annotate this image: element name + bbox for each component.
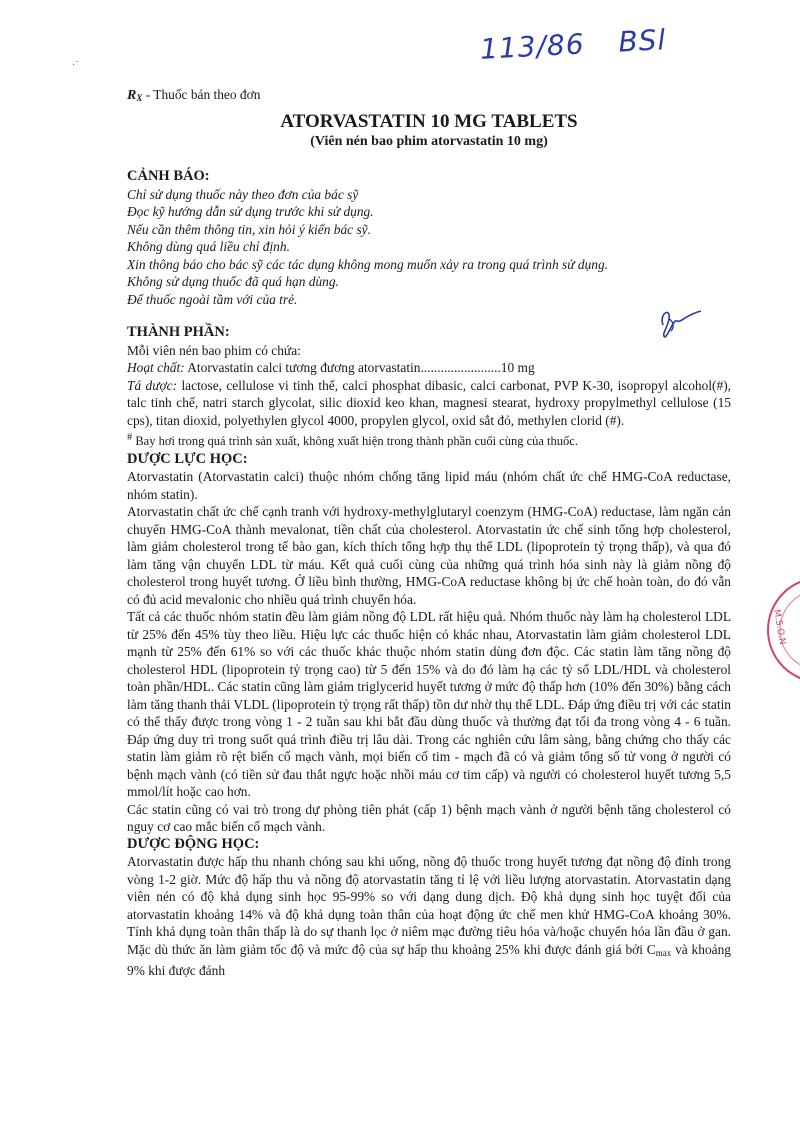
warning-item: Để thuốc ngoài tầm với của trẻ. — [127, 291, 298, 307]
pd-paragraph: Tất cả các thuốc nhóm statin đều làm giảm nồng độ LDL rất hiệu quả. Nhóm thuốc này làm hạ cholesterol LDL từ 25% đến 45% tùy theo liều. Hiệu lực các thuốc hiện có khác nhau, Atorvastatin làm giảm cholesterol LDL mạnh từ 25% đến 61% so với các thuốc khác thuộc nhóm statin dùng đơn độc. Các statin làm tăng nồng độ cholesterol HDL (lipoprotein tỷ trọng cao) từ 5 đến 15% và do đó làm hạ các tỷ số LDL/HDL và cholesterol toàn phần/HDL. Các statin cũng làm giảm triglycerid huyết tương ở mức độ thấp hơn (10% đến 30%) bằng cách làm tăng thanh thải VLDL (lipoprotein tỷ trọng rất thấp) tồn dư nhờ thụ thể LDL. Đáp ứng điều trị với các statin có thể thấy được trong vòng 1 - 2 tuần sau khi bắt đầu dùng thuốc và thường đạt tối đa trong vòng 4 - 6 tuần. Đáp ứng duy trì trong suốt quá trình điều trị lâu dài. Trong các nghiên cứu lâm sàng, bằng chứng cho thấy các statin làm giảm rõ rệt biến cố mạch vành, mọi biến cố tim - mạch đã có và giảm tổng số tử vong ở người có bệnh mạch vành (có tiền sử đau thắt ngực hoặc nhồi máu cơ tim cấp) và người có cholesterol huyết tương 5,5 mmol/lít hoặc cao hơn. — [127, 609, 731, 800]
pharmacokinetics-heading: DƯỢC ĐỘNG HỌC: — [127, 835, 260, 852]
pk-paragraph: Atorvastatin được hấp thu nhanh chóng sau khi uống, nồng độ thuốc trong huyết tương đạt nồng độ đỉnh trong vòng 1-2 giờ. Mức độ hấp thu và nồng độ atorvastatin tăng tỉ lệ với liều lượng atorvastatin. Atorvastatin dạng viên nén có độ khả dụng sinh học 95-99% so với dạng dung dịch. Độ khả dụng sinh học tuyệt đối của atorvastatin khoảng 14% và độ khả dụng toàn thân của hoạt động ức chế men khử HMG-CoA khoảng 30%. Tính khả dụng toàn thân thấp là do sự thanh lọc ở niêm mạc đường tiêu hóa và/hoặc chuyển hóa lần đầu ở gan. Mặc dù thức ăn làm giảm tốc độ và mức độ của sự hấp thu khoảng 25% khi được đánh giá bởi $C_{max}$ và khoảng 9% khi được đánh — [127, 854, 731, 979]
pharmacodynamics-heading: DƯỢC LỰC HỌC: — [127, 450, 248, 467]
cmax-subscript: max — [655, 947, 672, 958]
note-mark: # — [127, 432, 133, 443]
warning-item: Xin thông báo cho bác sỹ các tác dụng không mong muốn xảy ra trong quá trình sử dụng. — [127, 256, 609, 272]
warning-list — [127, 186, 731, 309]
product-subtitle: (Viên nén bao phim atorvastatin 10 mg) — [310, 133, 548, 149]
warning-item: Chỉ sử dụng thuốc này theo đơn của bác sỹ — [127, 186, 359, 202]
excipient-label: Tá dược: — [127, 377, 178, 393]
rx-symbol: $R_X$ — [127, 88, 143, 103]
active-text: Atorvastatin calci tương đương atorvastatin........................10 mg — [184, 360, 535, 375]
active-ingredient — [127, 359, 731, 377]
product-title: ATORVASTATIN 10 MG TABLETS — [280, 110, 578, 132]
composition-intro: Mỗi viên nén bao phim có chứa: — [127, 342, 301, 358]
pd-paragraph: Atorvastatin (Atorvastatin calci) thuộc nhóm chống tăng lipid máu (nhóm chất ức chế HMG-CoA reductase, nhóm statin). — [127, 469, 731, 502]
rx-line — [127, 86, 731, 108]
handwritten-mark: BSl — [617, 23, 668, 59]
handwritten-ref: 113/86 — [479, 27, 586, 66]
warning-item: Không sử dụng thuốc đã quá hạn dùng. — [127, 274, 339, 289]
pd-paragraph: Atorvastatin chất ức chế cạnh tranh với hydroxy-methylglutaryl coenzym (HMG-CoA) reductase, làm ngăn cản chuyển HMG-CoA thành mevalonat, tiền chất của cholesterol. Atorvastatin ức chế sinh tổng hợp cholesterol, làm giảm cholesterol trong tế bào gan, kích thích tổng hợp thụ thể LDL (lipoprotein tỷ trọng thấp), và qua đó làm tăng vận chuyển LDL từ máu. Kết quả cuối cùng của những quá trình hóa sinh này là giảm nồng độ cholesterol trong huyết tương. Ở liều bình thường, HMG-CoA reductase không bị ức chế hoàn toàn, do đó vẫn có đủ acid mevalonic cho nhiều quá trình chuyển hóa. — [127, 504, 731, 607]
warning-item: Không dùng quá liều chỉ định. — [127, 239, 290, 254]
warning-item: Nếu cần thêm thông tin, xin hỏi ý kiến bác sỹ. — [127, 221, 371, 237]
evaporation-note — [127, 429, 731, 451]
red-stamp-partial — [762, 570, 800, 690]
warning-item: Đọc kỹ hướng dẫn sử dụng trước khi sử dụng. — [127, 204, 374, 219]
excipient-text: lactose, cellulose vi tinh thể, calci phosphat dibasic, calci carbonat, PVP K-30, isopropyl alcohol(#), talc tinh chế, natri starch glycolat, silic dioxid keo khan, magnesi stearat, hydroxy propylmethyl cellulose (15 cps), titan dioxid, polyethylen glycol 4000, propylen glycol, oxid sắt đỏ, methylen clorid (#). — [127, 377, 731, 428]
composition-heading: THÀNH PHẦN: — [127, 324, 230, 340]
rx-text: - Thuốc bán theo đơn — [142, 87, 261, 102]
excipients — [127, 377, 731, 430]
handwritten-annotation — [479, 23, 667, 66]
note-text: Bay hơi trong quá trình sản xuất, không xuất hiện trong thành phần cuối cùng của thuốc. — [132, 434, 578, 449]
stamp-text: M.S.O.N — [771, 608, 788, 646]
scan-speck: ·˙ — [72, 60, 79, 71]
leaflet-content — [127, 86, 731, 980]
warning-heading: CẢNH BÁO: — [127, 168, 210, 184]
pd-paragraph: Các statin cũng có vai trò trong dự phòng tiên phát (cấp 1) bệnh mạch vành ở người bệnh tăng cholesterol có nguy cơ cao mắc biến cố mạch vành. — [127, 801, 731, 835]
active-label: Hoạt chất: — [127, 360, 185, 375]
